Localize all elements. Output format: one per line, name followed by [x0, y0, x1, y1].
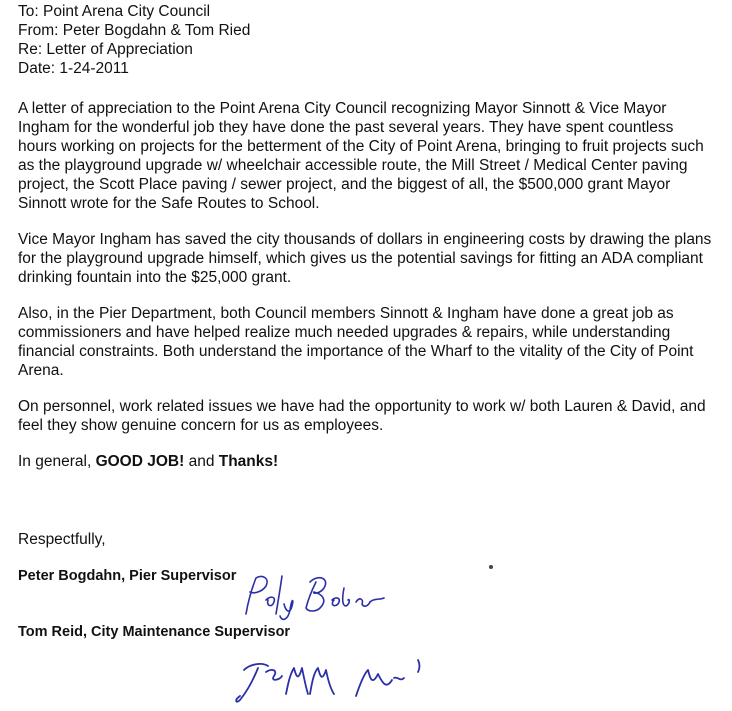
paragraph-engineering: Vice Mayor Ingham has saved the city thousands of dollars in engineering costs by drawing the plans for the playground upgrade himself, which gives us the potential savings for fitting an ADA compliant drinking fountain into the $25,000 grant.	[18, 231, 712, 286]
letter-page	[18, 2, 724, 488]
general-middle: and	[184, 453, 219, 470]
memo-date: Date: 1-24-2011	[18, 60, 129, 77]
paragraph-general	[18, 452, 714, 471]
memo-to: To: Point Arena City Council	[18, 3, 211, 20]
signer-name-reid: Tom Reid, City Maintenance Supervisor	[18, 624, 291, 640]
memo-from: From: Peter Bogdahn & Tom Ried	[18, 22, 251, 39]
memo-header	[18, 2, 724, 78]
paragraph-pier-department: Also, in the Pier Department, both Council members Sinnott & Ingham have done a great job as commissioners and have helped realize much needed upgrades & repairs, while understanding financial constraints. Both understand the importance of the Wharf to the vitality of the City of Point Arena.	[18, 305, 694, 379]
good-job-text: GOOD JOB!	[95, 453, 185, 470]
general-prefix: In general,	[18, 453, 96, 470]
scan-speck	[489, 565, 493, 569]
thanks-text: Thanks!	[218, 453, 279, 470]
closing-salutation: Respectfully,	[18, 531, 106, 548]
signer-name-bogdahn: Peter Bogdahn, Pier Supervisor	[18, 568, 237, 584]
signature-tom-reid	[232, 650, 452, 708]
signature-peter-bogdahn	[232, 570, 392, 622]
paragraph-personnel: On personnel, work related issues we have had the opportunity to work w/ both Lauren & David, and feel they show genuine concern for us as employees.	[18, 398, 706, 434]
memo-re: Re: Letter of Appreciation	[18, 41, 193, 58]
paragraph-appreciation: A letter of appreciation to the Point Arena City Council recognizing Mayor Sinnott & Vice Mayor Ingham for the wonderful job they have done the past several years. They have spent countless hours working on projects for the betterment of the City of Point Arena, bringing to fruit projects such as the playground upgrade w/ wheelchair accessible route, the Mill Street / Medical Center paving project, the Scott Place paving / sewer project, and the biggest of all, the $500,000 grant Mayor Sinnott wrote for the Safe Routes to School.	[18, 100, 704, 212]
